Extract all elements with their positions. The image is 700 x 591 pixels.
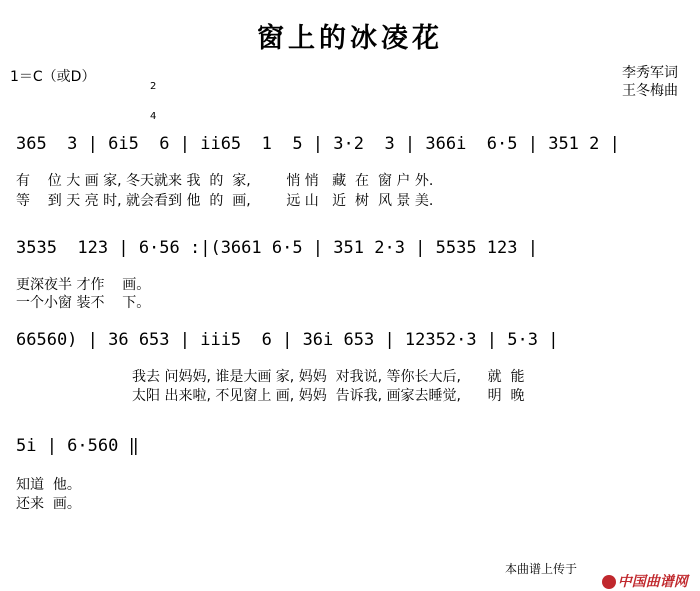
time-signature <box>150 62 156 132</box>
meter-top: 2 <box>150 81 157 92</box>
key-signature: 1＝C（或D） <box>10 69 96 85</box>
lyricist: 李秀军词 <box>622 65 678 81</box>
score-row-4-notes: 5i | 6·560 ‖ <box>16 436 139 456</box>
score-row-2-lyric-1: 更深夜半 才作 画。 <box>16 277 151 293</box>
score-row-3-lyric-1: 我去 问妈妈, 谁是大画 家, 妈妈 对我说, 等你长大后, 就 能 <box>132 369 525 385</box>
score-row-4-lyric-2: 还来 画。 <box>16 496 81 512</box>
score-row-3-notes: 66560) | 36 653 | iii5 6 | 36i 653 | 12352·3 | 5·3 | <box>16 330 559 350</box>
page-title: 窗上的冰凌花 <box>257 23 443 54</box>
score-row-3-lyric-2: 太阳 出来啦, 不见窗上 画, 妈妈 告诉我, 画家去睡觉, 明 晚 <box>132 388 525 404</box>
score-row-2-lyric-2: 一个小窗 装不 下。 <box>16 295 151 311</box>
score-row-1-notes: 365 3 | 6i5 6 | ii65 1 5 | 3·2 3 | 366i 6·5 | 351 2 | <box>16 134 620 154</box>
site-logo[interactable] <box>592 555 688 591</box>
site-logo-text: 中国曲谱网 <box>617 574 688 590</box>
score-row-4-lyric-1: 知道 他。 <box>16 477 81 493</box>
score-row-1-lyric-2: 等 到 天 亮 时, 就会看到 他 的 画, 远 山 近 树 风 景 美. <box>16 193 434 209</box>
logo-icon <box>602 575 616 589</box>
score-row-2-notes: 3535 123 | 6·56 :|(3661 6·5 | 351 2·3 | 5535 123 | <box>16 238 538 258</box>
footer-upload-text: 本曲谱上传于 <box>505 562 578 576</box>
composer: 王冬梅曲 <box>622 83 678 99</box>
score-row-1-lyric-1: 有 位 大 画 家, 冬天就来 我 的 家, 悄 悄 藏 在 窗 户 外. <box>16 173 434 189</box>
meter-bottom: 4 <box>150 111 157 122</box>
